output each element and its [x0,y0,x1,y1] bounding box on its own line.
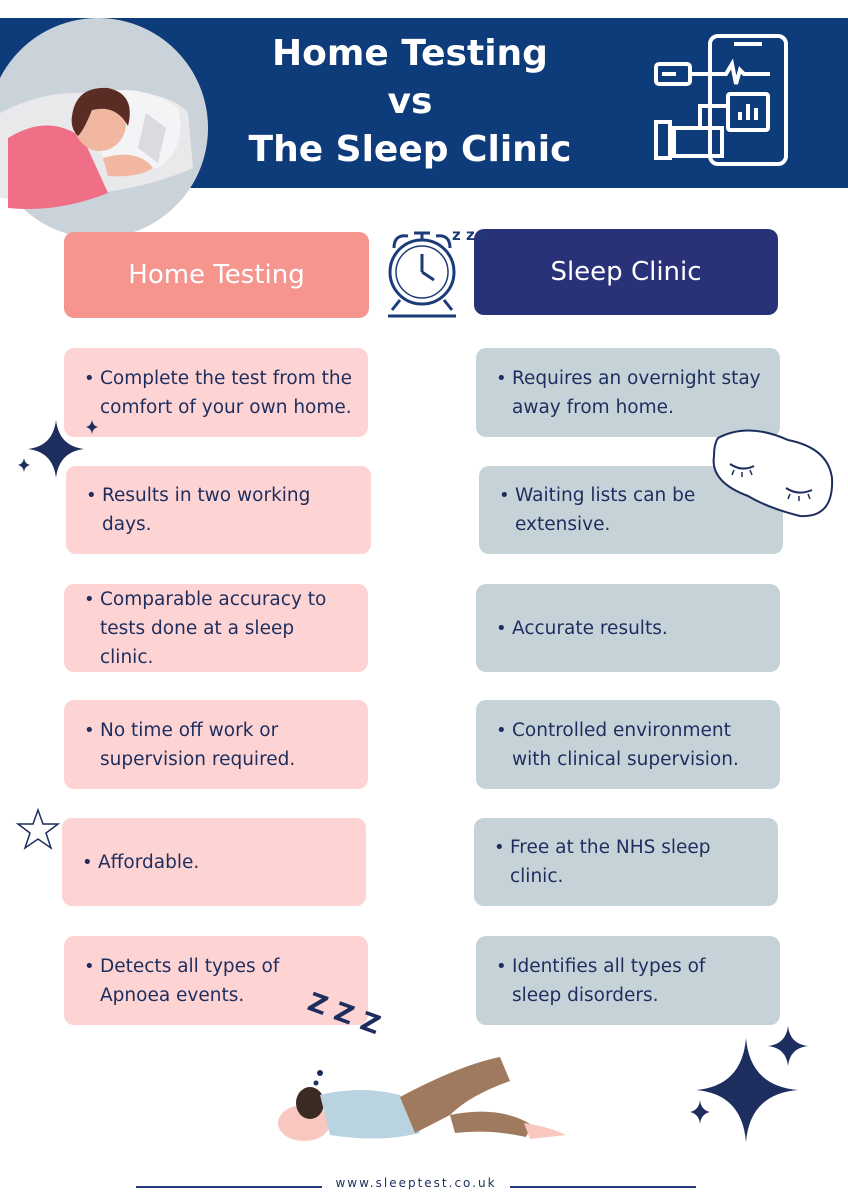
footer-line-right [510,1186,696,1188]
home-item-5: • Affordable. [62,818,366,906]
sleeping-woman-illustration [0,18,208,238]
sleep-monitor-device-icon [648,30,798,170]
sparkle-icon-left [14,412,94,482]
clinic-item-1: • Requires an overnight stay away from home. [476,348,780,437]
big-zzz-text: Z Z Z [303,987,385,1042]
sleep-mask-icon [708,418,838,526]
clinic-item-3: • Accurate results. [476,584,780,672]
clinic-item-4: • Controlled environment with clinical supervision. [476,700,780,789]
bullet-dot: • [84,367,95,389]
home-item-2: • Results in two working days. [66,466,371,554]
home-item-4: • No time off work or supervision required. [64,700,368,789]
footer-line-left [136,1186,322,1188]
sparkle-icon-right [686,1024,816,1144]
title-line-1: Home Testing [272,33,548,74]
home-item-6: • Detects all types of Apnoea events. [64,936,368,1025]
home-testing-header: Home Testing [64,232,369,318]
clinic-item-5: • Free at the NHS sleep clinic. [474,818,778,906]
clinic-item-2: • Waiting lists can be extensive. [479,466,783,554]
footer-url[interactable]: www.sleeptest.co.uk [335,1176,497,1190]
title-line-3: The Sleep Clinic [248,129,572,170]
alarm-clock-icon [380,200,489,325]
home-item-1: • Complete the test from the comfort of your own home. [64,348,368,437]
home-item-3: • Comparable accuracy to tests done at a sleep clinic. [64,584,368,672]
clinic-item-6: • Identifies all types of sleep disorders. [476,936,780,1025]
sleeping-man-illustration [270,985,580,1145]
sleep-clinic-header: Sleep Clinic [474,229,778,315]
title-line-2: vs [387,81,433,122]
page-title [200,30,620,174]
zzz-text: z z z [452,226,489,244]
star-outline-icon [14,806,62,854]
